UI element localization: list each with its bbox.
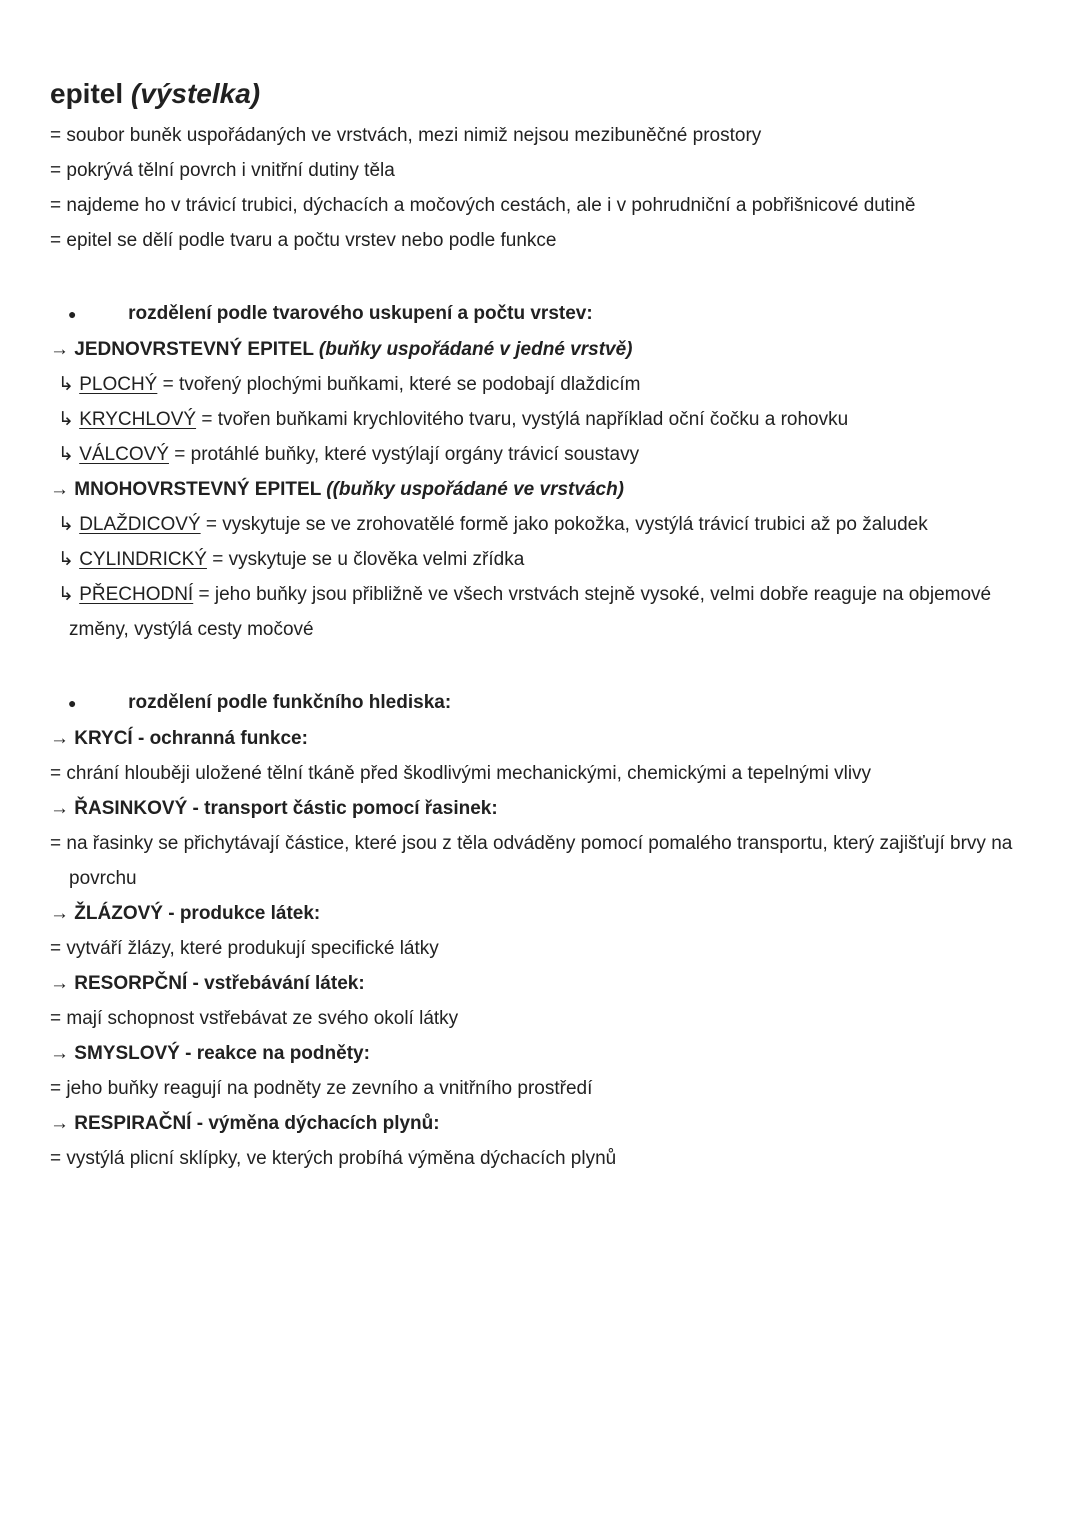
text-segment: vytváří žlázy, které produkují specifické látky xyxy=(66,938,439,959)
equals-marker: = xyxy=(50,195,67,216)
text-segment: = vyskytuje se u člověka velmi zřídka xyxy=(206,549,525,570)
arrow-icon: → xyxy=(50,973,75,994)
text-segment: najdeme ho v trávicí trubici, dýchacích a močových cestách, ale i v pohrudniční a pobřišnicové dutině xyxy=(66,195,916,216)
text-segment: VÁLCOVÝ xyxy=(79,444,169,465)
subtype-line xyxy=(58,507,1025,542)
equals-marker: = xyxy=(50,125,67,146)
sub-arrow-icon: ↳ xyxy=(58,514,80,535)
text-segment: rozdělení podle funkčního hlediska: xyxy=(128,692,452,713)
arrow-icon: → xyxy=(50,339,75,360)
equals-marker: = xyxy=(50,160,67,181)
definition-line xyxy=(50,118,1025,153)
equals-marker: = xyxy=(50,1078,67,1099)
definition-line xyxy=(50,931,1025,966)
sub-arrow-icon: ↳ xyxy=(58,409,80,430)
sub-arrow-icon: ↳ xyxy=(58,444,80,465)
definition-line xyxy=(50,1141,1025,1176)
category-heading xyxy=(50,1106,1025,1141)
arrow-icon: → xyxy=(50,728,75,749)
equals-marker: = xyxy=(50,763,67,784)
blank-line xyxy=(50,647,1025,685)
definition-line xyxy=(50,223,1025,258)
text-segment: = protáhlé buňky, které vystýlají orgány trávicí soustavy xyxy=(168,444,640,465)
text-segment: KRYCHLOVÝ xyxy=(79,409,197,430)
arrow-icon: → xyxy=(50,1043,75,1064)
subtype-line xyxy=(58,577,1025,647)
blank-line xyxy=(50,258,1025,296)
category-heading xyxy=(50,472,1025,507)
text-segment: chrání hlouběji uložené tělní tkáně před škodlivými mechanickými, chemickými a tepelnými vlivy xyxy=(66,763,872,784)
bullet-icon: ● xyxy=(68,695,129,711)
text-segment: MNOHOVRSTEVNÝ EPITEL xyxy=(74,479,327,500)
arrow-icon: → xyxy=(50,1113,75,1134)
text-segment: vystýlá plicní sklípky, ve kterých probíhá výměna dýchacích plynů xyxy=(66,1148,617,1169)
equals-marker: = xyxy=(50,938,67,959)
page-title-suffix: (výstelka) xyxy=(123,78,261,109)
text-segment: = jeho buňky jsou přibližně ve všech vrstvách stejně vysoké, velmi dobře reaguje na objemové změny, vystýlá cesty močové xyxy=(69,584,992,640)
category-heading xyxy=(50,332,1025,367)
category-heading xyxy=(50,1036,1025,1071)
text-segment: (buňky uspořádané v jedné vrstvě) xyxy=(318,339,633,360)
text-segment: jeho buňky reagují na podněty ze zevního a vnitřního prostředí xyxy=(66,1078,593,1099)
definition-line xyxy=(50,1071,1025,1106)
equals-marker: = xyxy=(50,1008,67,1029)
text-segment: RESORPČNÍ - vstřebávání látek: xyxy=(74,973,365,994)
text-segment: ŽLÁZOVÝ - produkce látek: xyxy=(74,903,321,924)
category-heading xyxy=(50,966,1025,1001)
text-segment: PŘECHODNÍ xyxy=(79,584,194,605)
text-segment: KRYCÍ - ochranná funkce: xyxy=(74,728,308,749)
section-heading xyxy=(68,296,1025,332)
subtype-line xyxy=(58,402,1025,437)
text-segment: pokrývá tělní povrch i vnitřní dutiny těla xyxy=(66,160,395,181)
text-segment: DLAŽDICOVÝ xyxy=(79,514,201,535)
equals-marker: = xyxy=(50,1148,67,1169)
sub-arrow-icon: ↳ xyxy=(58,549,80,570)
category-heading xyxy=(50,896,1025,931)
arrow-icon: → xyxy=(50,903,75,924)
bullet-icon: ● xyxy=(68,306,129,322)
document-body xyxy=(50,118,1025,1176)
text-segment: = tvořen buňkami krychlovitého tvaru, vystýlá například oční čočku a rohovku xyxy=(196,409,849,430)
section-heading xyxy=(68,685,1025,721)
text-segment: CYLINDRICKÝ xyxy=(79,549,207,570)
definition-line xyxy=(50,1001,1025,1036)
text-segment: mají schopnost vstřebávat ze svého okolí látky xyxy=(66,1008,459,1029)
definition-line xyxy=(50,153,1025,188)
text-segment: SMYSLOVÝ - reakce na podněty: xyxy=(74,1043,370,1064)
sub-arrow-icon: ↳ xyxy=(58,584,80,605)
text-segment: = vyskytuje se ve zrohovatělé formě jako pokožka, vystýlá trávicí trubici až po žaludek xyxy=(200,514,928,535)
category-heading xyxy=(50,721,1025,756)
text-segment: PLOCHÝ xyxy=(79,374,158,395)
definition-line xyxy=(50,756,1025,791)
text-segment: na řasinky se přichytávají částice, které jsou z těla odváděny pomocí pomalého transportu, který zajišťují brvy na povrchu xyxy=(66,833,1013,889)
definition-line xyxy=(50,188,1025,223)
equals-marker: = xyxy=(50,833,67,854)
text-segment: epitel se dělí podle tvaru a počtu vrstev nebo podle funkce xyxy=(66,230,557,251)
text-segment: soubor buněk uspořádaných ve vrstvách, mezi nimiž nejsou mezibuněčné prostory xyxy=(66,125,762,146)
text-segment: = tvořený plochými buňkami, které se podobají dlaždicím xyxy=(157,374,641,395)
arrow-icon: → xyxy=(50,479,75,500)
text-segment: ŘASINKOVÝ - transport částic pomocí řasinek: xyxy=(74,798,498,819)
page-title xyxy=(50,76,1025,112)
subtype-line xyxy=(58,542,1025,577)
definition-line xyxy=(50,826,1025,896)
sub-arrow-icon: ↳ xyxy=(58,374,80,395)
equals-marker: = xyxy=(50,230,67,251)
page-title-main: epitel xyxy=(50,78,124,109)
subtype-line xyxy=(58,367,1025,402)
category-heading xyxy=(50,791,1025,826)
text-segment: JEDNOVRSTEVNÝ EPITEL xyxy=(74,339,319,360)
arrow-icon: → xyxy=(50,798,75,819)
text-segment: rozdělení podle tvarového uskupení a počtu vrstev: xyxy=(128,303,593,324)
text-segment: ((buňky uspořádané ve vrstvách) xyxy=(326,479,625,500)
subtype-line xyxy=(58,437,1025,472)
text-segment: RESPIRAČNÍ - výměna dýchacích plynů: xyxy=(74,1113,440,1134)
